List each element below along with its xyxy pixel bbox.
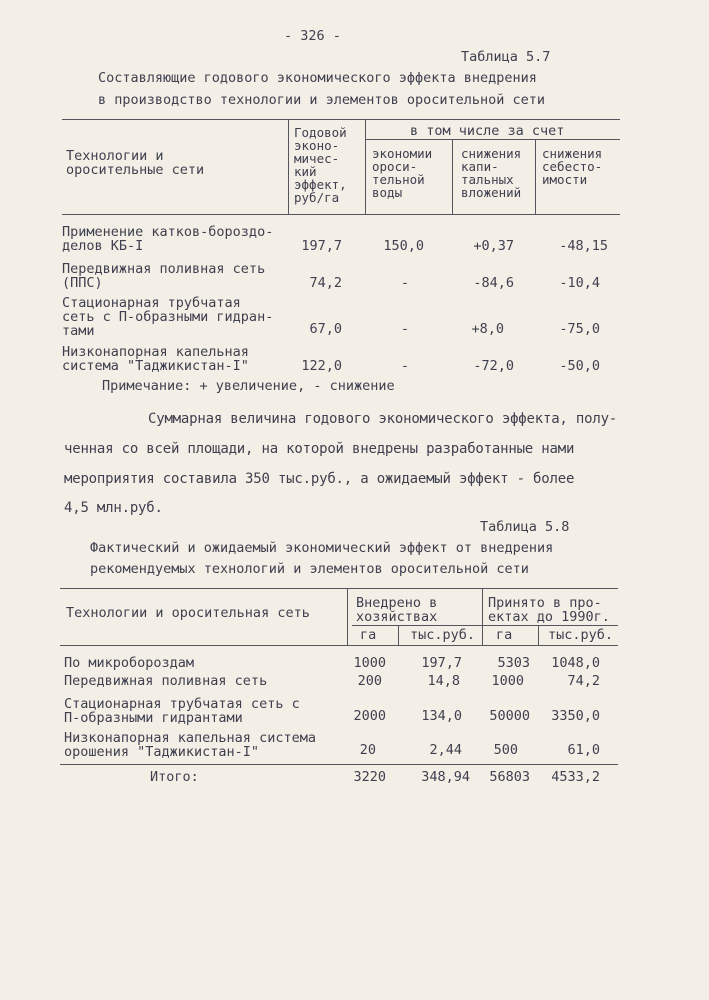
t57-header-effect-line2: эконо- (294, 138, 340, 153)
t57-row1-water: 150,0 (383, 238, 424, 254)
t57-header-capital-line3: тальных (461, 172, 514, 187)
t58-row3-name-line1: Стационарная трубчатая сеть с (64, 696, 300, 712)
t57-row3-name-line3: тами (62, 323, 95, 339)
t58-total-rub2: 4533,2 (551, 769, 600, 785)
t58-header-group2-line2: ектах до 1990г. (488, 609, 610, 625)
t57-row3-cost: -75,0 (559, 321, 600, 337)
table-5-8-label: Таблица 5.8 (480, 519, 570, 535)
t57-header-effect-line3: мичес- (294, 151, 340, 166)
table-5-7-group-rule (365, 139, 620, 140)
t58-header-group2-line1: Принято в про- (488, 595, 602, 611)
t58-row2-ha2: 1000 (491, 673, 524, 689)
t58-row2-rub1: 14,8 (427, 673, 460, 689)
t57-header-cost-line3: имости (542, 172, 588, 187)
t57-header-tech-line2: оросительные сети (66, 162, 205, 178)
t58-sub-ha-1: га (360, 627, 377, 643)
t58-total-ha1: 3220 (353, 769, 386, 785)
t57-header-group: в том числе за счет (410, 123, 565, 139)
t57-row4-name-line1: Низконапорная капельная (62, 344, 249, 360)
t58-row2-ha1: 200 (357, 673, 382, 689)
t57-row4-capital: -72,0 (473, 358, 514, 374)
t58-row3-rub2: 3350,0 (551, 708, 600, 724)
t57-row2-capital: -84,6 (473, 275, 514, 291)
t57-header-effect-line5: эффект, (294, 177, 347, 192)
t58-row4-ha2: 500 (493, 742, 518, 758)
table-5-8-header-rule (60, 645, 618, 646)
table-5-8-vline-1 (347, 589, 348, 645)
t58-row1-rub2: 1048,0 (551, 655, 600, 671)
table-5-8-total-rule (60, 764, 618, 765)
t58-row1-rub1: 197,7 (421, 655, 462, 671)
t58-row1-name: По микробороздам (64, 655, 195, 671)
table-5-8-title-line1: Фактический и ожидаемый экономический эффект от внедрения (90, 540, 554, 556)
paragraph-line4: 4,5 млн.руб. (64, 500, 163, 516)
t57-row3-name-line1: Стационарная трубчатая (62, 295, 241, 311)
table-5-8-vline-4 (538, 626, 539, 645)
t58-header-group1-line2: хозяйствах (356, 609, 438, 625)
paragraph-line2: ченная со всей площади, на которой внедрены разработанные нами (64, 441, 575, 457)
t57-header-capital-line1: снижения (461, 146, 522, 161)
t57-row4-cost: -50,0 (559, 358, 600, 374)
t58-row2-name: Передвижная поливная сеть (64, 673, 268, 689)
t58-header-tech: Технологии и оросительная сеть (66, 605, 310, 621)
t57-row2-water: - (400, 275, 410, 291)
t57-row2-name-line2: (ППС) (62, 275, 103, 291)
t57-header-effect-line4: кий (294, 164, 317, 179)
t57-header-water-line3: тельной (372, 172, 425, 187)
t57-header-capital-line2: капи- (461, 159, 499, 174)
table-5-7-vline-1 (288, 120, 289, 214)
t58-row1-ha1: 1000 (353, 655, 386, 671)
t57-row3-name-line2: сеть с П-образными гидран- (62, 309, 274, 325)
t58-sub-rub-1: тыс.руб. (410, 627, 476, 643)
paragraph-line1: Суммарная величина годового экономического эффекта, полу- (148, 411, 618, 427)
table-5-8-sub-rule (352, 625, 618, 626)
table-5-7-title-line2: в производство технологии и элементов оросительной сети (98, 92, 546, 108)
t58-total-ha2: 56803 (489, 769, 530, 785)
t57-row2-cost: -10,4 (559, 275, 600, 291)
t57-header-water-line2: ороси- (372, 159, 418, 174)
t58-row2-rub2: 74,2 (567, 673, 600, 689)
table-5-8-vline-2 (398, 626, 399, 645)
t57-row1-effect: 197,7 (301, 238, 342, 254)
t57-row1-name-line2: делов КБ-I (62, 238, 144, 254)
t58-row1-ha2: 5303 (497, 655, 530, 671)
table-5-7-vline-2 (365, 120, 366, 214)
table-5-7-vline-3 (452, 140, 453, 214)
t58-sub-ha-2: га (496, 627, 513, 643)
t57-row1-cost: -48,15 (559, 238, 608, 254)
t57-header-water-line4: воды (372, 185, 403, 200)
t57-row2-name-line1: Передвижная поливная сеть (62, 261, 266, 277)
paragraph-line3: мероприятия составила 350 тыс.руб., а ожидаемый эффект - более (64, 471, 575, 487)
t57-row3-effect: 67,0 (309, 321, 342, 337)
t58-row4-name-line1: Низконапорная капельная система (64, 730, 316, 746)
t58-row3-ha2: 50000 (489, 708, 530, 724)
t57-row1-capital: +0,37 (473, 238, 514, 254)
t57-header-tech-line1: Технологии и (66, 148, 164, 164)
table-5-7-vline-4 (535, 140, 536, 214)
t57-header-capital-line4: вложений (461, 185, 522, 200)
t57-header-cost-line1: снижения (542, 146, 603, 161)
t57-row2-effect: 74,2 (309, 275, 342, 291)
t58-total-rub1: 348,94 (421, 769, 470, 785)
t57-row3-capital: +8,0 (471, 321, 504, 337)
t58-sub-rub-2: тыс.руб. (548, 627, 614, 643)
table-5-7-top-rule (62, 119, 620, 120)
t58-row3-rub1: 134,0 (421, 708, 462, 724)
t57-row4-name-line2: система "Таджикистан-I" (62, 358, 249, 374)
page-number: - 326 - (284, 28, 341, 44)
t57-row3-water: - (400, 321, 410, 337)
t57-header-water-line1: экономии (372, 146, 433, 161)
t58-row4-name-line2: орошения "Таджикистан-I" (64, 744, 260, 760)
t57-header-effect-line1: Годовой (294, 125, 347, 140)
table-5-8-title-line2: рекомендуемых технологий и элементов оросительной сети (90, 561, 529, 577)
t58-header-group1-line1: Внедрено в (356, 595, 438, 611)
table-5-8-top-rule (60, 588, 618, 589)
t57-row1-name-line1: Применение катков-бороздо- (62, 224, 274, 240)
t57-row4-effect: 122,0 (301, 358, 342, 374)
table-5-7-header-rule (62, 214, 620, 215)
table-5-7-title-line1: Составляющие годового экономического эффекта внедрения (98, 70, 537, 86)
t58-row4-rub1: 2,44 (429, 742, 462, 758)
table-5-8-vline-3 (482, 589, 483, 645)
t57-header-effect-line6: руб/га (294, 190, 340, 205)
table-5-7-label: Таблица 5.7 (461, 49, 551, 65)
t58-row4-rub2: 61,0 (567, 742, 600, 758)
t58-row3-ha1: 2000 (353, 708, 386, 724)
t58-total-label: Итого: (150, 769, 199, 785)
t58-row4-ha1: 20 (359, 742, 376, 758)
t57-row4-water: - (400, 358, 410, 374)
t57-note: Примечание: + увеличение, - снижение (102, 378, 395, 394)
t57-header-cost-line2: себесто- (542, 159, 603, 174)
t58-row3-name-line2: П-образными гидрантами (64, 710, 243, 726)
